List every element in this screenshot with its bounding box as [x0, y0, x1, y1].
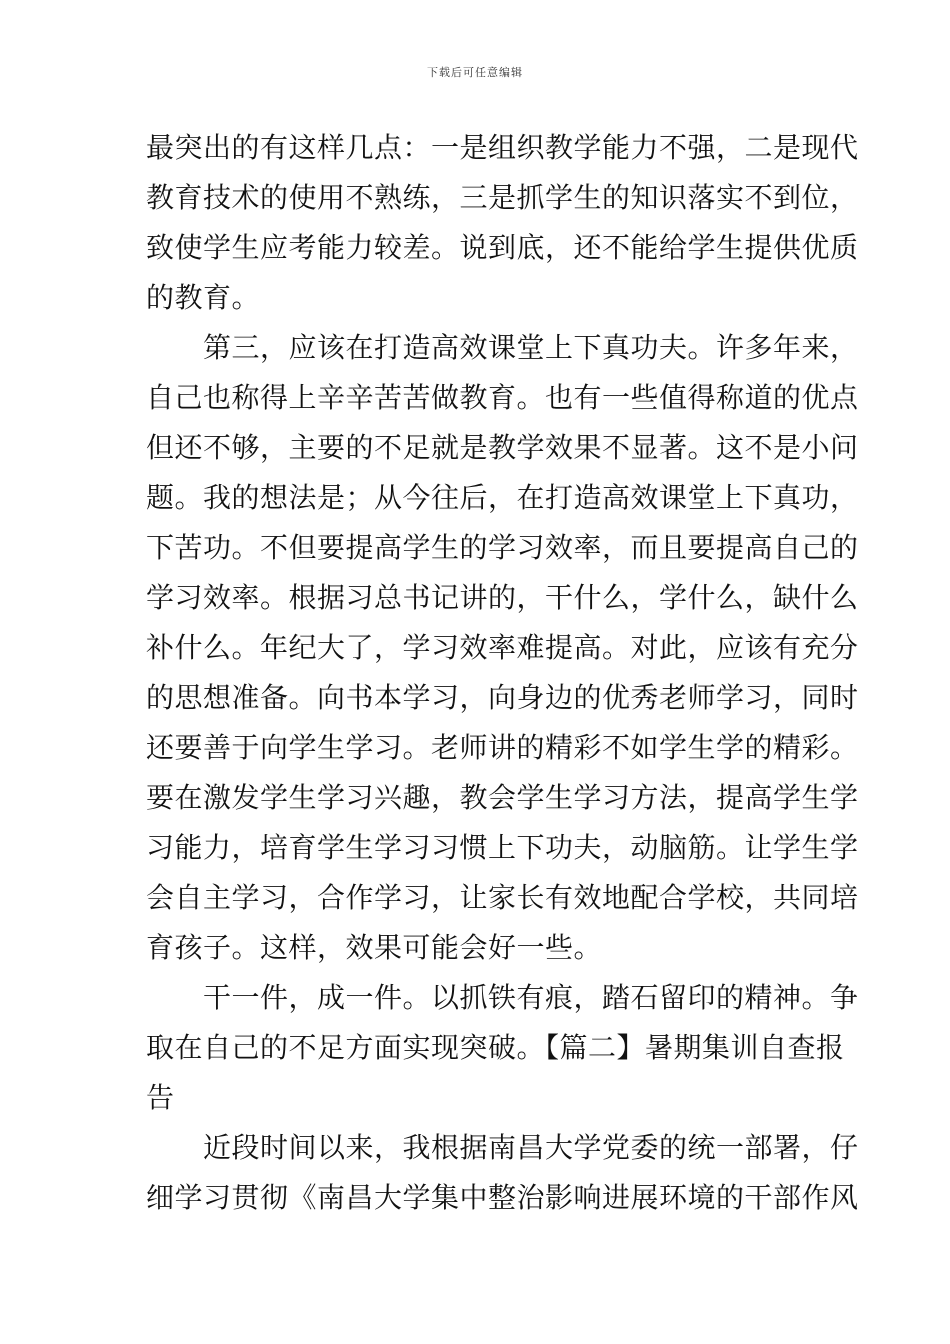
text-line: 的思想准备。向书本学习，向身边的优秀老师学习，同时	[146, 681, 859, 714]
text-line: 细学习贯彻《南昌大学集中整治影响进展环境的干部作风	[146, 1181, 859, 1214]
text-line: 最突出的有这样几点：一是组织教学能力不强，二是现代	[146, 131, 859, 164]
page-header: 下载后可任意编辑	[427, 66, 523, 79]
text-line: 下苦功。不但要提高学生的学习效率，而且要提高自己的	[146, 531, 859, 564]
text-line: 还要善于向学生学习。老师讲的精彩不如学生学的精彩。	[146, 731, 859, 764]
text-line: 学习效率。根据习总书记讲的，干什么，学什么，缺什么	[146, 581, 859, 614]
text-line: 但还不够，主要的不足就是教学效果不显著。这不是小问	[146, 431, 859, 464]
text-line: 自己也称得上辛辛苦苦做教育。也有一些值得称道的优点	[146, 381, 859, 414]
text-line: 致使学生应考能力较差。说到底，还不能给学生提供优质	[146, 231, 859, 264]
text-line: 干一件，成一件。以抓铁有痕，踏石留印的精神。争	[146, 981, 859, 1014]
text-line: 告	[146, 1081, 175, 1114]
text-line: 第三，应该在打造高效课堂上下真功夫。许多年来，	[146, 331, 859, 364]
text-line: 要在激发学生学习兴趣，教会学生学习方法，提高学生学	[146, 781, 859, 814]
text-line: 补什么。年纪大了，学习效率难提高。对此，应该有充分	[146, 631, 859, 664]
text-line: 取在自己的不足方面实现突破。【篇二】暑期集训自查报	[146, 1031, 845, 1064]
text-line: 育孩子。这样，效果可能会好一些。	[146, 931, 603, 964]
text-line: 题。我的想法是；从今往后，在打造高效课堂上下真功，	[146, 481, 859, 514]
text-line: 的教育。	[146, 281, 261, 314]
text-line: 近段时间以来，我根据南昌大学党委的统一部署，仔	[146, 1131, 859, 1164]
text-line: 教育技术的使用不熟练，三是抓学生的知识落实不到位，	[146, 181, 859, 214]
text-line: 习能力，培育学生学习习惯上下功夫，动脑筋。让学生学	[146, 831, 859, 864]
text-line: 会自主学习，合作学习，让家长有效地配合学校，共同培	[146, 881, 859, 914]
